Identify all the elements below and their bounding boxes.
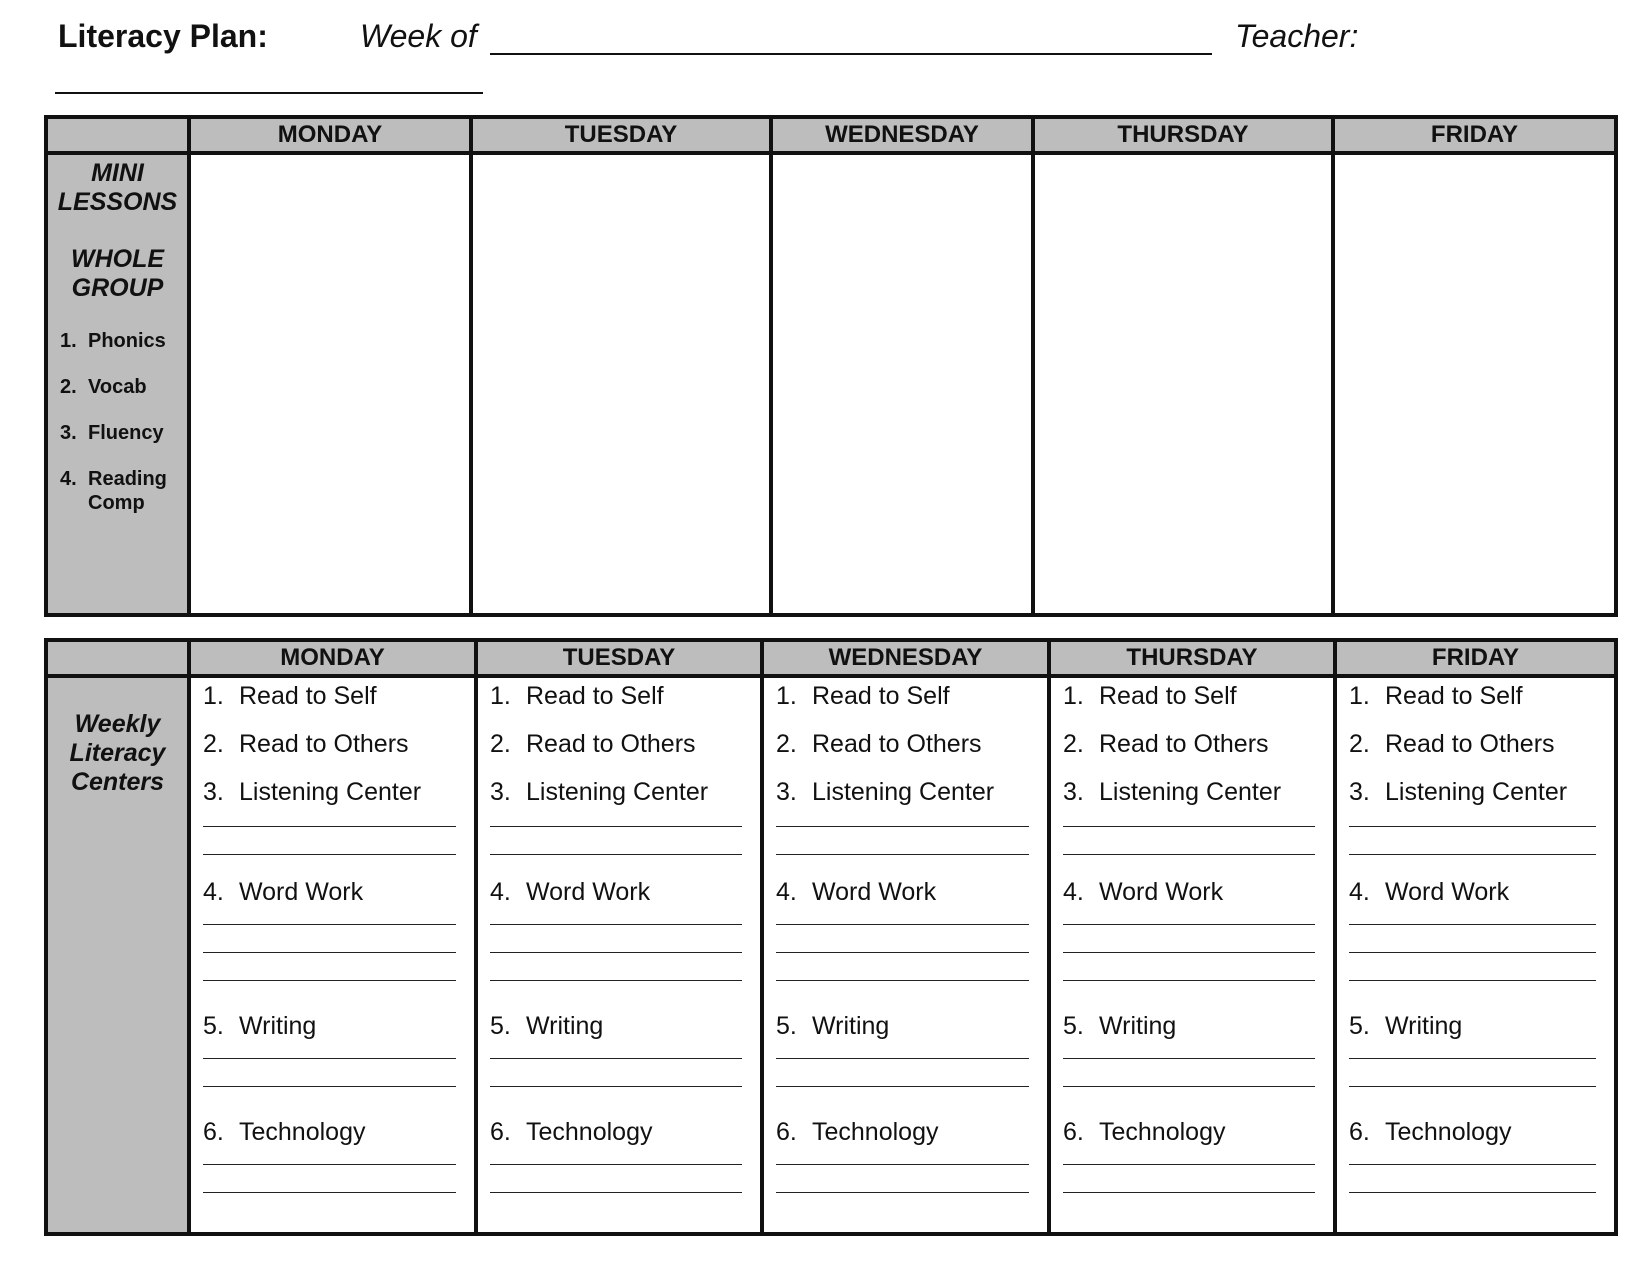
list-item-label: Writing <box>239 1012 317 1040</box>
list-item <box>203 776 456 826</box>
write-in-line[interactable] <box>1349 1164 1596 1165</box>
list-item <box>490 876 742 926</box>
list-item-number: 2. <box>1349 730 1370 758</box>
list-item-label: Word Work <box>526 878 651 906</box>
write-in-line[interactable] <box>776 1086 1029 1087</box>
write-in-line[interactable] <box>776 1192 1029 1193</box>
list-item-label: Listening Center <box>1385 778 1568 806</box>
list-item-number: 2. <box>490 730 511 758</box>
list-item <box>203 1010 456 1060</box>
centers-title-line1: Weekly <box>74 710 161 738</box>
list-item <box>1349 680 1596 730</box>
list-item-label: Technology <box>526 1118 653 1146</box>
list-item-number: 2. <box>203 730 224 758</box>
list-item <box>490 728 742 778</box>
list-item <box>490 680 742 730</box>
list-item <box>1349 728 1596 778</box>
day-header-thursday: THURSDAY <box>1047 642 1333 678</box>
table-corner <box>48 119 187 155</box>
list-item-number: 6. <box>490 1118 511 1146</box>
mini-lessons-title-line1: MINI <box>91 159 144 187</box>
list-item-label: Fluency <box>88 422 164 444</box>
list-item-label: Technology <box>1099 1118 1226 1146</box>
write-in-line[interactable] <box>490 1164 742 1165</box>
write-in-line[interactable] <box>1349 854 1596 855</box>
list-item-label: Writing <box>526 1012 604 1040</box>
write-in-line[interactable] <box>490 924 742 925</box>
write-in-line[interactable] <box>1349 826 1596 827</box>
mini-lesson-cell-tuesday[interactable] <box>469 155 769 613</box>
centers-title-line3: Centers <box>70 768 165 796</box>
list-item <box>1063 776 1315 826</box>
write-in-line[interactable] <box>1063 1058 1315 1059</box>
list-item <box>776 1010 1029 1060</box>
write-in-line[interactable] <box>203 854 456 855</box>
whole-group-title-line2: GROUP <box>71 274 164 302</box>
write-in-line[interactable] <box>203 924 456 925</box>
write-in-line[interactable] <box>1349 1086 1596 1087</box>
list-item-number: 3. <box>1349 778 1370 806</box>
centers-cell-thursday <box>1047 678 1333 1232</box>
list-item <box>60 375 187 399</box>
list-item-number: 1. <box>776 682 797 710</box>
week-of-blank-line[interactable] <box>490 53 1212 55</box>
write-in-line[interactable] <box>1349 1192 1596 1193</box>
list-item <box>203 728 456 778</box>
list-item-number: 6. <box>203 1118 224 1146</box>
list-item-label: Phonics <box>88 330 166 352</box>
centers-cell-friday <box>1333 678 1614 1232</box>
list-item-label: Writing <box>1385 1012 1463 1040</box>
list-item-number: 5. <box>1349 1012 1370 1040</box>
list-item <box>1349 1010 1596 1060</box>
list-item <box>1349 1116 1596 1166</box>
list-item-number: 1. <box>490 682 511 710</box>
list-item-number: 4. <box>203 878 224 906</box>
write-in-line[interactable] <box>776 1058 1029 1059</box>
list-item <box>203 1116 456 1166</box>
list-item <box>490 1116 742 1166</box>
write-in-line[interactable] <box>490 854 742 855</box>
write-in-line[interactable] <box>1349 924 1596 925</box>
teacher-label: Teacher: <box>1235 18 1359 54</box>
list-item-number: 6. <box>1063 1118 1084 1146</box>
list-item <box>776 728 1029 778</box>
day-header-monday: MONDAY <box>187 642 474 678</box>
week-of-label: Week of <box>360 18 477 54</box>
list-item-label: Listening Center <box>526 778 709 806</box>
write-in-line[interactable] <box>1063 1164 1315 1165</box>
list-item-number: 4. <box>776 878 797 906</box>
list-item-number: 5. <box>203 1012 224 1040</box>
list-item <box>1063 1010 1315 1060</box>
centers-cell-tuesday <box>474 678 760 1232</box>
list-item <box>776 776 1029 826</box>
list-item <box>60 467 187 515</box>
write-in-line[interactable] <box>203 1058 456 1059</box>
list-item-number: 6. <box>1349 1118 1370 1146</box>
day-header-wednesday: WEDNESDAY <box>769 119 1031 155</box>
write-in-line[interactable] <box>1063 924 1315 925</box>
table-corner <box>48 642 187 678</box>
centers-cell-monday <box>187 678 474 1232</box>
write-in-line[interactable] <box>1063 952 1315 953</box>
list-item-number: 4. <box>1063 878 1084 906</box>
write-in-line[interactable] <box>776 980 1029 981</box>
write-in-line[interactable] <box>203 1164 456 1165</box>
list-item-label: Read to Others <box>1099 730 1269 758</box>
list-item <box>60 421 187 445</box>
list-item <box>1349 776 1596 826</box>
teacher-blank-line[interactable] <box>55 92 483 94</box>
list-item <box>776 680 1029 730</box>
list-item <box>1063 876 1315 926</box>
write-in-line[interactable] <box>490 1058 742 1059</box>
list-item-number: 4. <box>1349 878 1370 906</box>
list-item-number: 3. <box>203 778 224 806</box>
list-item <box>776 876 1029 926</box>
list-item <box>1063 728 1315 778</box>
write-in-line[interactable] <box>776 952 1029 953</box>
list-item <box>1063 680 1315 730</box>
write-in-line[interactable] <box>203 1192 456 1193</box>
write-in-line[interactable] <box>1063 826 1315 827</box>
centers-title <box>48 678 187 797</box>
list-item-label: Writing <box>812 1012 890 1040</box>
list-item-number: 2. <box>1063 730 1084 758</box>
list-item-label: Listening Center <box>239 778 422 806</box>
write-in-line[interactable] <box>776 854 1029 855</box>
list-item-label: Technology <box>812 1118 939 1146</box>
list-item-number: 4. <box>490 878 511 906</box>
write-in-line[interactable] <box>1063 1192 1315 1193</box>
write-in-line[interactable] <box>1063 980 1315 981</box>
list-item-number: 3. <box>776 778 797 806</box>
list-item-number: 3. <box>490 778 511 806</box>
list-item-label: Word Work <box>812 878 937 906</box>
list-item-label: Read to Others <box>1385 730 1555 758</box>
list-item-number: 1. <box>203 682 224 710</box>
mini-lessons-title <box>48 155 187 217</box>
write-in-line[interactable] <box>1349 952 1596 953</box>
list-item-label: Listening Center <box>812 778 995 806</box>
list-item <box>776 1116 1029 1166</box>
write-in-line[interactable] <box>490 980 742 981</box>
list-item-label: Read to Others <box>526 730 696 758</box>
whole-group-title <box>48 217 187 303</box>
list-item-number: 5. <box>490 1012 511 1040</box>
list-item-number: 1. <box>1349 682 1370 710</box>
day-header-friday: FRIDAY <box>1331 119 1614 155</box>
list-item-number: 1. <box>1063 682 1084 710</box>
list-item <box>203 680 456 730</box>
write-in-line[interactable] <box>776 1164 1029 1165</box>
list-item <box>1063 1116 1315 1166</box>
day-header-tuesday: TUESDAY <box>469 119 769 155</box>
list-item <box>203 876 456 926</box>
mini-lessons-table <box>44 115 1618 617</box>
write-in-line[interactable] <box>203 826 456 827</box>
mini-lesson-cell-thursday[interactable] <box>1031 155 1331 613</box>
write-in-line[interactable] <box>203 952 456 953</box>
literacy-centers-table <box>44 638 1618 1236</box>
write-in-line[interactable] <box>1063 1086 1315 1087</box>
list-item-label: Read to Self <box>1099 682 1237 710</box>
list-item-label: Listening Center <box>1099 778 1282 806</box>
write-in-line[interactable] <box>490 826 742 827</box>
list-item <box>1349 876 1596 926</box>
list-item <box>490 1010 742 1060</box>
mini-lessons-sidebar <box>48 155 187 613</box>
day-header-monday: MONDAY <box>187 119 469 155</box>
list-item-label: Read to Self <box>239 682 377 710</box>
centers-title-line2: Literacy <box>69 739 166 767</box>
list-item-label: Technology <box>1385 1118 1512 1146</box>
list-item-label: Word Work <box>239 878 364 906</box>
list-item <box>490 776 742 826</box>
centers-cell-wednesday <box>760 678 1047 1232</box>
list-item-number: 3. <box>60 422 77 444</box>
mini-lesson-cell-wednesday[interactable] <box>769 155 1031 613</box>
list-item <box>60 329 187 353</box>
list-item-number: 3. <box>1063 778 1084 806</box>
write-in-line[interactable] <box>490 1086 742 1087</box>
write-in-line[interactable] <box>776 826 1029 827</box>
write-in-line[interactable] <box>490 1192 742 1193</box>
list-item-label: Reading Comp <box>88 468 167 514</box>
write-in-line[interactable] <box>776 924 1029 925</box>
list-item-label: Read to Self <box>812 682 950 710</box>
write-in-line[interactable] <box>203 980 456 981</box>
list-item-number: 6. <box>776 1118 797 1146</box>
day-header-thursday: THURSDAY <box>1031 119 1331 155</box>
list-item-label: Writing <box>1099 1012 1177 1040</box>
day-header-friday: FRIDAY <box>1333 642 1614 678</box>
write-in-line[interactable] <box>203 1086 456 1087</box>
write-in-line[interactable] <box>1349 1058 1596 1059</box>
day-header-wednesday: WEDNESDAY <box>760 642 1047 678</box>
list-item-label: Read to Others <box>239 730 409 758</box>
list-item-number: 1. <box>60 330 77 352</box>
list-item-label: Word Work <box>1385 878 1510 906</box>
centers-sidebar <box>48 678 187 1232</box>
list-item-label: Read to Self <box>526 682 664 710</box>
list-item-number: 5. <box>1063 1012 1084 1040</box>
list-item-label: Read to Self <box>1385 682 1523 710</box>
mini-lesson-cell-friday[interactable] <box>1331 155 1614 613</box>
write-in-line[interactable] <box>1349 980 1596 981</box>
day-header-tuesday: TUESDAY <box>474 642 760 678</box>
list-item-label: Read to Others <box>812 730 982 758</box>
list-item-label: Vocab <box>88 376 147 398</box>
mini-lesson-cell-monday[interactable] <box>187 155 469 613</box>
list-item-number: 2. <box>776 730 797 758</box>
list-item-number: 5. <box>776 1012 797 1040</box>
mini-lessons-title-line2: LESSONS <box>57 188 178 216</box>
write-in-line[interactable] <box>490 952 742 953</box>
mini-lessons-list <box>48 329 187 515</box>
list-item-label: Word Work <box>1099 878 1224 906</box>
list-item-number: 4. <box>60 468 77 490</box>
plan-title: Literacy Plan: <box>58 18 268 54</box>
whole-group-title-line1: WHOLE <box>70 245 165 273</box>
list-item-label: Technology <box>239 1118 366 1146</box>
list-item-number: 2. <box>60 376 77 398</box>
write-in-line[interactable] <box>1063 854 1315 855</box>
